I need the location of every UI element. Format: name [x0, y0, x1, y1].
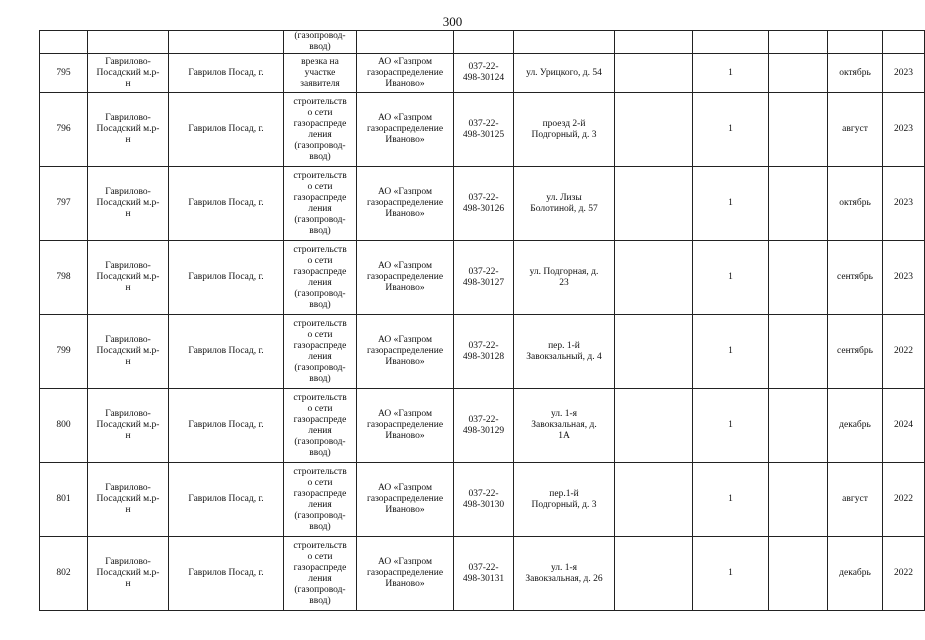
cell-address: [514, 389, 615, 463]
cell-month: [828, 54, 883, 93]
cell-address: [514, 93, 615, 167]
cell-locality: [169, 315, 284, 389]
count-text: 1: [728, 494, 733, 504]
code-text: 037-22- 498-30124: [462, 62, 505, 83]
address-text: ул. 1-я Завокзальная, д. 1А: [531, 409, 597, 441]
cell-district: [88, 241, 169, 315]
cell-year: [883, 167, 925, 241]
cell-district: [88, 54, 169, 93]
schedule-table: [39, 30, 925, 611]
month-text: август: [842, 124, 868, 134]
cell-empty: [769, 537, 828, 611]
cell-year: [883, 241, 925, 315]
work-type-text: врезка на участке заявителя: [300, 56, 340, 89]
cell-address: [514, 241, 615, 315]
address-text: проезд 2-й Подгорный, д. 3: [531, 118, 597, 140]
cell-organization: [357, 463, 454, 537]
cell-work-type: [284, 93, 357, 167]
cell-work-type: [284, 537, 357, 611]
cell-locality: [169, 93, 284, 167]
cell-address: [514, 54, 615, 93]
cell-empty: [615, 537, 693, 611]
table-row: [40, 315, 925, 389]
organization-text: АО «Газпром газораспределение Иваново»: [366, 483, 444, 515]
cell-month: [828, 167, 883, 241]
district-text: Гаврилово- Посадский м.р- н: [96, 557, 160, 589]
table-row: [40, 463, 925, 537]
organization-text: АО «Газпром газораспределение Иваново»: [366, 409, 444, 441]
row-number-text: 798: [56, 272, 71, 282]
cell-row-number: [40, 54, 88, 93]
organization-text: АО «Газпром газораспределение Иваново»: [366, 557, 444, 589]
cell-empty: [615, 241, 693, 315]
continuation-row: [40, 31, 925, 54]
cell-empty: [828, 31, 883, 54]
cell-empty: [883, 31, 925, 54]
cell-code: [454, 389, 514, 463]
code-text: 037-22- 498-30130: [462, 488, 505, 510]
work-type-text: строительств о сети газораспреде ления (газопровод- ввод): [293, 466, 347, 532]
organization-text: АО «Газпром газораспределение Иваново»: [366, 56, 444, 89]
cell-month: [828, 389, 883, 463]
cell-row-number: [40, 315, 88, 389]
cell-count: [693, 93, 769, 167]
year-text: 2023: [894, 67, 913, 78]
cell-work-type: [284, 241, 357, 315]
cell-empty: [769, 389, 828, 463]
cell-code: [454, 463, 514, 537]
cell-locality: [169, 167, 284, 241]
year-text: 2022: [894, 494, 913, 504]
locality-text: Гаврилов Посад, г.: [188, 420, 264, 430]
cell-code: [454, 93, 514, 167]
count-text: 1: [728, 272, 733, 282]
year-text: 2022: [894, 346, 913, 356]
cell-month: [828, 463, 883, 537]
year-text: 2023: [894, 272, 913, 282]
cell-empty: [769, 463, 828, 537]
code-text: 037-22- 498-30131: [462, 562, 505, 584]
work-type-text: строительств о сети газораспреде ления (газопровод- ввод): [293, 318, 347, 384]
cell-code: [454, 537, 514, 611]
district-text: Гаврилово- Посадский м.р- н: [96, 187, 160, 219]
locality-text: Гаврилов Посад, г.: [188, 494, 264, 504]
code-text: 037-22- 498-30126: [462, 192, 505, 214]
district-text: Гаврилово- Посадский м.р- н: [96, 56, 160, 89]
cell-empty: [615, 463, 693, 537]
cell-count: [693, 463, 769, 537]
page-number: 300: [442, 14, 463, 29]
cell-empty: [769, 54, 828, 93]
cell-organization: [357, 241, 454, 315]
cell-count: [693, 537, 769, 611]
month-text: сентябрь: [837, 346, 873, 356]
address-text: ул. Урицкого, д. 54: [526, 67, 602, 78]
count-text: 1: [728, 124, 733, 134]
cell-organization: [357, 537, 454, 611]
cell-empty: [615, 31, 693, 54]
cell-count: [693, 389, 769, 463]
locality-text: Гаврилов Посад, г.: [188, 272, 264, 282]
cell-month: [828, 315, 883, 389]
cell-year: [883, 463, 925, 537]
row-number-text: 800: [56, 420, 71, 430]
code-text: 037-22- 498-30129: [462, 414, 505, 436]
table-row: [40, 537, 925, 611]
row-number-text: 797: [56, 198, 71, 208]
cell-organization: [357, 54, 454, 93]
cell-year: [883, 315, 925, 389]
work-type-text: строительств о сети газораспреде ления (газопровод- ввод): [293, 170, 347, 236]
organization-text: АО «Газпром газораспределение Иваново»: [366, 335, 444, 367]
locality-text: Гаврилов Посад, г.: [188, 124, 264, 134]
cell-empty: [88, 31, 169, 54]
cell-work-type: [284, 463, 357, 537]
cell-empty: [615, 93, 693, 167]
cell-row-number: [40, 537, 88, 611]
month-text: август: [842, 494, 868, 504]
cell-empty: [454, 31, 514, 54]
cell-address: [514, 463, 615, 537]
cell-work-type: [284, 315, 357, 389]
cell-district: [88, 167, 169, 241]
cell-year: [883, 93, 925, 167]
district-text: Гаврилово- Посадский м.р- н: [96, 409, 160, 441]
code-text: 037-22- 498-30127: [462, 266, 505, 288]
cell-locality: [169, 389, 284, 463]
cell-locality: [169, 537, 284, 611]
cell-empty: [169, 31, 284, 54]
cell-code: [454, 315, 514, 389]
locality-text: Гаврилов Посад, г.: [188, 198, 264, 208]
month-text: декабрь: [839, 420, 871, 430]
cell-empty: [769, 167, 828, 241]
row-number-text: 799: [56, 346, 71, 356]
cell-code: [454, 241, 514, 315]
cell-empty: [357, 31, 454, 54]
code-text: 037-22- 498-30128: [462, 340, 505, 362]
cell-empty: [769, 241, 828, 315]
month-text: декабрь: [839, 568, 871, 578]
work-type-text: строительств о сети газораспреде ления (газопровод- ввод): [293, 244, 347, 310]
cell-work-type: [284, 167, 357, 241]
district-text: Гаврилово- Посадский м.р- н: [96, 335, 160, 367]
organization-text: АО «Газпром газораспределение Иваново»: [366, 113, 444, 145]
year-text: 2023: [894, 198, 913, 208]
cell-organization: [357, 315, 454, 389]
cell-organization: [357, 93, 454, 167]
organization-text: АО «Газпром газораспределение Иваново»: [366, 261, 444, 293]
code-text: 037-22- 498-30125: [462, 118, 505, 140]
address-text: ул. Лизы Болотиной, д. 57: [530, 192, 598, 214]
cell-row-number: [40, 167, 88, 241]
year-text: 2022: [894, 568, 913, 578]
address-text: пер. 1-й Завокзальный, д. 4: [526, 340, 602, 362]
district-text: Гаврилово- Посадский м.р- н: [96, 261, 160, 293]
cell-count: [693, 241, 769, 315]
cell-code: [454, 54, 514, 93]
cell-district: [88, 93, 169, 167]
row-number-text: 802: [56, 568, 71, 578]
row-number-text: 795: [56, 67, 71, 78]
cell-work-type: [284, 389, 357, 463]
row-number-text: 801: [56, 494, 71, 504]
month-text: октябрь: [839, 198, 871, 208]
table-body: [40, 31, 925, 611]
cell-organization: [357, 167, 454, 241]
cell-empty: [615, 54, 693, 93]
count-text: 1: [728, 568, 733, 578]
row-number-text: 796: [56, 124, 71, 134]
work-type-text: строительств о сети газораспреде ления (газопровод- ввод): [293, 392, 347, 458]
cell-year: [883, 537, 925, 611]
cell-locality: [169, 241, 284, 315]
cell-district: [88, 315, 169, 389]
table-row: [40, 93, 925, 167]
cell-work-type: [284, 54, 357, 93]
work-type-text: строительств о сети газораспреде ления (газопровод- ввод): [293, 540, 347, 606]
organization-text: АО «Газпром газораспределение Иваново»: [366, 187, 444, 219]
cell-row-number: [40, 389, 88, 463]
table-row: [40, 167, 925, 241]
cell-count: [693, 54, 769, 93]
cell-row-number: [40, 463, 88, 537]
cell-empty: [615, 167, 693, 241]
month-text: сентябрь: [837, 272, 873, 282]
cell-empty: [615, 389, 693, 463]
address-text: ул. Подгорная, д. 23: [529, 266, 599, 288]
cell-row-number: [40, 93, 88, 167]
table-row: [40, 54, 925, 93]
cell-locality: [169, 54, 284, 93]
cell-locality: [169, 463, 284, 537]
locality-text: Гаврилов Посад, г.: [188, 67, 264, 78]
count-text: 1: [728, 420, 733, 430]
cell-count: [693, 315, 769, 389]
cell-empty: [769, 31, 828, 54]
cell-empty: [615, 315, 693, 389]
count-text: 1: [728, 67, 733, 78]
count-text: 1: [728, 198, 733, 208]
cell-code: [454, 167, 514, 241]
locality-text: Гаврилов Посад, г.: [188, 346, 264, 356]
locality-text: Гаврилов Посад, г.: [188, 568, 264, 578]
cell-month: [828, 537, 883, 611]
cell-year: [883, 389, 925, 463]
district-text: Гаврилово- Посадский м.р- н: [96, 483, 160, 515]
district-text: Гаврилово- Посадский м.р- н: [96, 113, 160, 145]
cell-district: [88, 463, 169, 537]
cell-district: [88, 389, 169, 463]
cell-month: [828, 93, 883, 167]
table-row: [40, 241, 925, 315]
cell-empty: [769, 315, 828, 389]
year-text: 2024: [894, 420, 913, 430]
work-type-text: строительств о сети газораспреде ления (газопровод- ввод): [293, 96, 347, 162]
cell-month: [828, 241, 883, 315]
work-type-text: (газопровод- ввод): [294, 31, 346, 52]
cell-year: [883, 54, 925, 93]
month-text: октябрь: [839, 67, 871, 78]
cell-district: [88, 537, 169, 611]
cell-empty: [769, 93, 828, 167]
cell-row-number: [40, 241, 88, 315]
cell-address: [514, 315, 615, 389]
table-row: [40, 389, 925, 463]
cell-empty: [693, 31, 769, 54]
address-text: ул. 1-я Завокзальная, д. 26: [525, 562, 603, 584]
year-text: 2023: [894, 124, 913, 134]
cell-work-type: [284, 31, 357, 54]
count-text: 1: [728, 346, 733, 356]
cell-organization: [357, 389, 454, 463]
cell-address: [514, 167, 615, 241]
cell-count: [693, 167, 769, 241]
address-text: пер.1-й Подгорный, д. 3: [531, 488, 597, 510]
cell-address: [514, 537, 615, 611]
cell-empty: [514, 31, 615, 54]
cell-empty: [40, 31, 88, 54]
